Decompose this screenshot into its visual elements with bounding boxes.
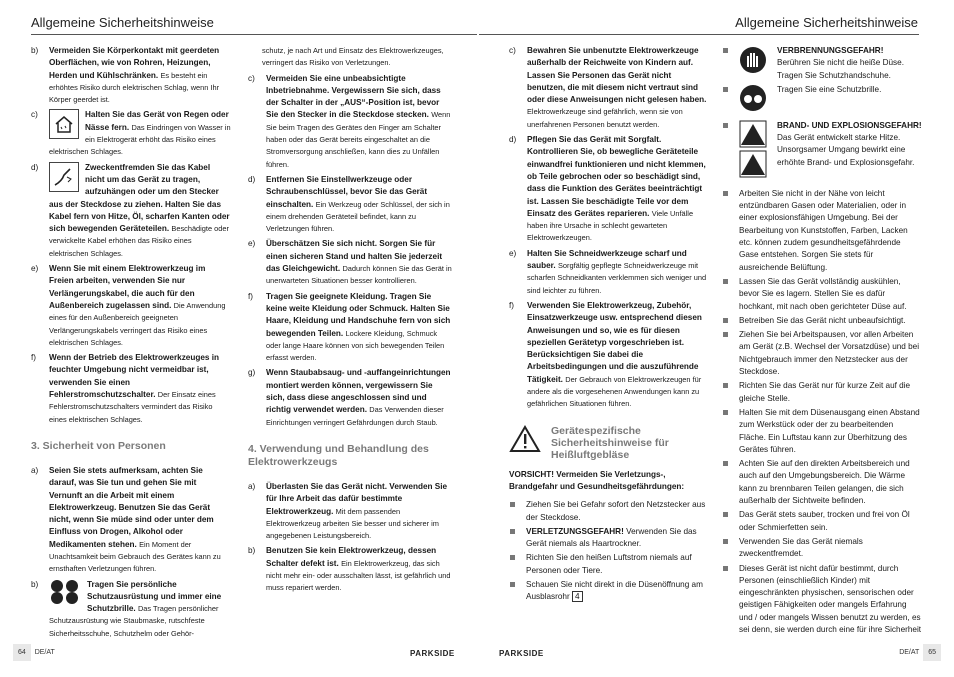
figure-reference: 4: [572, 591, 583, 602]
page-number-right: 65: [923, 644, 941, 661]
bullet-3-1: VERLETZUNGSGEFAHR! Verwenden Sie das Gerät niemals als Haartrockner.: [509, 526, 709, 551]
item-4b: b) Benutzen Sie kein Elektrowerkzeug, dessen Schalter defekt ist. Ein Elektrowerkzeug, das sich nicht mehr ein- oder ausschalten lässt, ist gefährlich und muss repariert werden.: [248, 546, 451, 593]
column-4: [722, 45, 922, 638]
item-3c: c) Vermeiden Sie eine unbeabsichtigte Inbetriebnahme. Vergewissern Sie sich, dass der Schalter in der „AUS“-Position ist, bevor Sie den Stecker in die Steckdose stecken. Wenn Sie beim Tragen des Gerätes den Finger am Schalter haben oder das Gerät bereits eingeschaltet an die Stromversorgung anschließen, kann dies zu Unfällen führen.: [248, 73, 451, 169]
cable-hazard-icon: [49, 162, 79, 192]
item-4f: f) Verwenden Sie Elektrowerkzeug, Zubehör, Einsatzwerkzeuge usw. entsprechend diesen Anweisungen und so, wie es für diesen speziellen Gerätetyp vorgeschrieben ist. Berücksichtigen Sie dabei die Arbeitsbedingungen und die auszuführende Tätigkeit. Der Gebrauch von Elektrowerkzeugen für andere als die vorgesehenen Anwendungen kann zu gefährlichen Situationen führen.: [509, 300, 702, 409]
column-2: [248, 45, 452, 598]
column-3: [509, 45, 709, 606]
page-header-right: Allgemeine Sicherheitshinweise: [735, 15, 918, 30]
warning-triangle-icon: [509, 425, 541, 453]
section-4-title: 4. Verwendung und Behandlung des Elektrowerkzeugs: [248, 442, 429, 468]
lang-left: DE/AT: [34, 649, 55, 656]
bullet-4-9: Dieses Gerät ist nicht dafür bestimmt, durch Personen (einschließlich Kinder) mit eingeschränkten physischen, sensorischen oder geistigen Fähigkeiten oder mangels Erfahrung und / oder mangels Wissen benutzt zu werden, es sei denn, sie werden durch eine für ihre Sicherheit: [722, 563, 922, 637]
header-rule-left: [31, 34, 477, 35]
item-1f: f) Wenn der Betrieb des Elektrowerkzeuges in feuchter Umgebung nicht vermeidbar ist, verwenden Sie einen Fehlerstromschutzschalter. Der Einsatz eines Fehlerstromschutzschalters vermindert das Risiko eines elektrischen Schlages.: [31, 353, 220, 424]
safety-glasses-icon: [739, 84, 767, 112]
bullet-4-6: Achten Sie auf den direkten Arbeitsbereich und auch auf den Umgebungsbereich. Die Wärme kann zu brennbaren Teilen gelangen, die sich außerhalb der Sichtweite befinden.: [722, 458, 922, 507]
item-3a: a) Seien Sie stets aufmerksam, achten Sie darauf, was Sie tun und gehen Sie mit Vernunft an die Arbeit mit einem Elektrowerkzeug. Benutzen Sie das Gerät nicht, wenn Sie müde sind oder unter dem Einfluss von Drogen, Alkohol oder Medikamenten stehen. Ein Moment der Unachtsamkeit beim Gebrauch des Gerätes kann zu ernsthaften Verletzungen führen.: [31, 465, 221, 574]
lang-right: DE/AT: [899, 649, 920, 656]
device-safety-title: Gerätespezifische Sicherheitshinweise für Heißluftgebläse: [551, 424, 669, 461]
footer-right: [899, 644, 941, 661]
bullet-3-0: Ziehen Sie bei Gefahr sofort den Netzstecker aus der Steckdose.: [509, 499, 709, 524]
item-3b-cont: schutz, je nach Art und Einsatz des Elektrowerkzeuges, verringert das Risiko von Verletzungen.: [262, 46, 444, 68]
brand-logo-left: PARKSIDE: [410, 649, 455, 658]
caution-text: VORSICHT! Vermeiden Sie Verletzungs-, Brandgefahr und Gesundheitsgefährdungen:: [509, 469, 685, 491]
gloves-icon: [739, 45, 767, 75]
item-3g: g) Wenn Staubabsaug- und -auffangeinrichtungen montiert werden können, vergewissern Sie sich, dass diese angeschlossen sind und richtig verwendet werden. Das Verwenden dieser Einrichtungen verringert Gefährdungen durch Staub.: [248, 368, 451, 427]
footer-left: [13, 644, 55, 661]
item-3e: e) Überschätzen Sie sich nicht. Sorgen Sie für einen sicheren Stand und halten Sie jederzeit das Gleichgewicht. Dadurch können Sie das Gerät in unerwarteten Situationen besser kontrollieren.: [248, 239, 452, 286]
burn-warning: VERBRENNUNGSGEFAHR! Berühren Sie nicht die heiße Düse. Tragen Sie Schutzhandschuhe.: [722, 45, 922, 82]
warning-heading: [509, 425, 709, 461]
bullet-4-0: Arbeiten Sie nicht in der Nähe von leicht entzündbaren Gasen oder Materialien, oder in einer explosionsfähigen Umgebung. Bei der Bearbeitung von Kunststoffen, Farben, Lacken etc. können zudem gesundheitsgefährdende Gase entstehen. Sorgen Sie stets für ausreichende Belüftung.: [722, 188, 922, 274]
item-3d: d) Entfernen Sie Einstellwerkzeuge oder Schraubenschlüssel, bevor Sie das Gerät einschalten. Ein Werkzeug oder Schlüssel, der sich in einem drehenden Geräteteil befindet, kann zu Verletzungen führen.: [248, 174, 450, 234]
fire-explosion-icon: [739, 120, 767, 178]
bullet-3-3: Schauen Sie nicht direkt in die Düsenöffnung am Ausblasrohr 4: [509, 579, 709, 604]
item-4e: e) Halten Sie Schneidwerkzeuge scharf und sauber. Sorgfältig gepflegte Schneidwerkzeuge mit scharfen Schneidkanten verklemmen sich weniger und sind leichter zu führen.: [509, 248, 707, 295]
item-4d: d) Pflegen Sie das Gerät mit Sorgfalt. Kontrollieren Sie, ob bewegliche Geräteteile einwandfrei funktionieren und nicht klemmen, ob Teile gebrochen oder so beschädigt sind, dass die Funktion des Gerätes beeinträchtigt ist. Lassen Sie beschädigte Teile vor dem Einsatz des Gerätes reparieren. Viele Unfälle haben ihre Ursache in schlecht gewarteten Elektrowerkzeugen.: [509, 135, 706, 243]
glasses-warning: Tragen Sie eine Schutzbrille.: [722, 84, 922, 114]
bullet-4-7: Das Gerät stets sauber, trocken und frei von Öl oder Schmierfetten sein.: [722, 509, 922, 534]
brand-logo-right: PARKSIDE: [499, 649, 544, 658]
bullet-4-5: Halten Sie mit dem Düsenausgang einen Abstand zum Werkstück oder der zu bearbeitenden Fläche. Ein Luftstau kann zur Überhitzung des Gerätes führen.: [722, 407, 922, 456]
bullet-4-3: Ziehen Sie bei Arbeitspausen, vor allen Arbeiten am Gerät (z.B. Wechsel der Vorsatzdüse) und bei Nichtgebrauch immer den Netzstecker aus der Steckdose.: [722, 329, 922, 378]
item-1b: b) Vermeiden Sie Körperkontakt mit geerdeten Oberflächen, wie von Rohren, Heizungen, Herden und Kühlschränken. Es besteht ein erhöhtes Risiko durch elektrischen Schlag, wenn Ihr Körper geerdet ist.: [31, 46, 220, 105]
house-rain-icon: [49, 109, 79, 139]
bullet-4-4: Richten Sie das Gerät nur für kurze Zeit auf die gleiche Stelle.: [722, 380, 922, 405]
bullet-4-1: Lassen Sie das Gerät vollständig auskühlen, bevor Sie es lagern. Stellen Sie es dafür hochkant, mit nach oben gerichteter Düse auf.: [722, 276, 922, 313]
item-1c: c) Halten Sie das Gerät von Regen oder Nässe fern. Das Eindringen von Wasser in ein Elektrogerät erhöht das Risiko eines elektrischen Schlages.: [31, 110, 231, 157]
item-3b: b) Tragen Sie persönliche Schutzausrüstung und immer eine Schutzbrille. Das Tragen persönlicher Schutzausrüstung wie Staubmaske, rutschfeste Sicherheitsschuhe, Schutzhelm oder Gehör-: [31, 579, 222, 638]
item-1d: d) Zweckentfremden Sie das Kabel nicht um das Gerät zu tragen, aufzuhängen oder um den Stecker aus der Steckdose zu ziehen. Halten Sie das Kabel fern von Hitze, Öl, scharfen Kanten oder sich bewegenden Geräteteilen. Beschädigte oder verwickelte Kabel erhöhen das Risiko eines elektrischen Schlages.: [31, 162, 230, 258]
item-4a: a) Überlasten Sie das Gerät nicht. Verwenden Sie für Ihre Arbeit das dafür bestimmte Elektrowerkzeug. Mit dem passenden Elektrowerkzeug arbeiten Sie besser und sicherer im angegebenen Leistungsbereich.: [248, 481, 448, 541]
bullet-4-8: Verwenden Sie das Gerät niemals zweckentfremdet.: [722, 536, 922, 561]
page-header-left: Allgemeine Sicherheitshinweise: [31, 15, 214, 30]
bullet-4-2: Betreiben Sie das Gerät nicht unbeaufsichtigt.: [722, 315, 922, 327]
column-1: [31, 45, 231, 643]
item-1e: e) Wenn Sie mit einem Elektrowerkzeug im Freien arbeiten, verwenden Sie nur Verlängerungskabel, die auch für den Außenbereich zugelassen sind. Die Anwendung eines für den Außenbereich geeigneten Verlängerungskabels verringert das Risiko eines elektrischen Schlages.: [31, 264, 226, 347]
item-4c: c) Bewahren Sie unbenutzte Elektrowerkzeuge außerhalb der Reichweite von Kindern auf. Lassen Sie Personen das Gerät nicht benutzen, die mit diesem nicht vertraut sind oder diese Anweisungen nicht gelesen haben. Elektrowerkzeuge sind gefährlich, wenn sie von unerfahrenen Personen benutzt werden.: [509, 46, 707, 129]
item-3f: f) Tragen Sie geeignete Kleidung. Tragen Sie keine weite Kleidung oder Schmuck. Halten Sie Haare, Kleidung und Handschuhe fern von sich bewegenden Teilen. Lockere Kleidung, Schmuck oder lange Haare können von sich bewegenden Teilen erfasst werden.: [248, 291, 451, 363]
page-number-left: 64: [13, 644, 31, 661]
section-3-title: 3. Sicherheit von Personen: [31, 439, 166, 452]
fire-warning: BRAND- UND EXPLOSIONSGEFAHR! Das Gerät entwickelt starke Hitze. Unsorgsamer Umgang bewirkt eine erhöhte Brand- und Explosionsgefahr.: [722, 120, 922, 180]
header-rule-right: [479, 34, 919, 35]
protective-gear-icon: [49, 579, 81, 605]
bullet-3-2: Richten Sie den heißen Luftstrom niemals auf Personen oder Tiere.: [509, 552, 709, 577]
